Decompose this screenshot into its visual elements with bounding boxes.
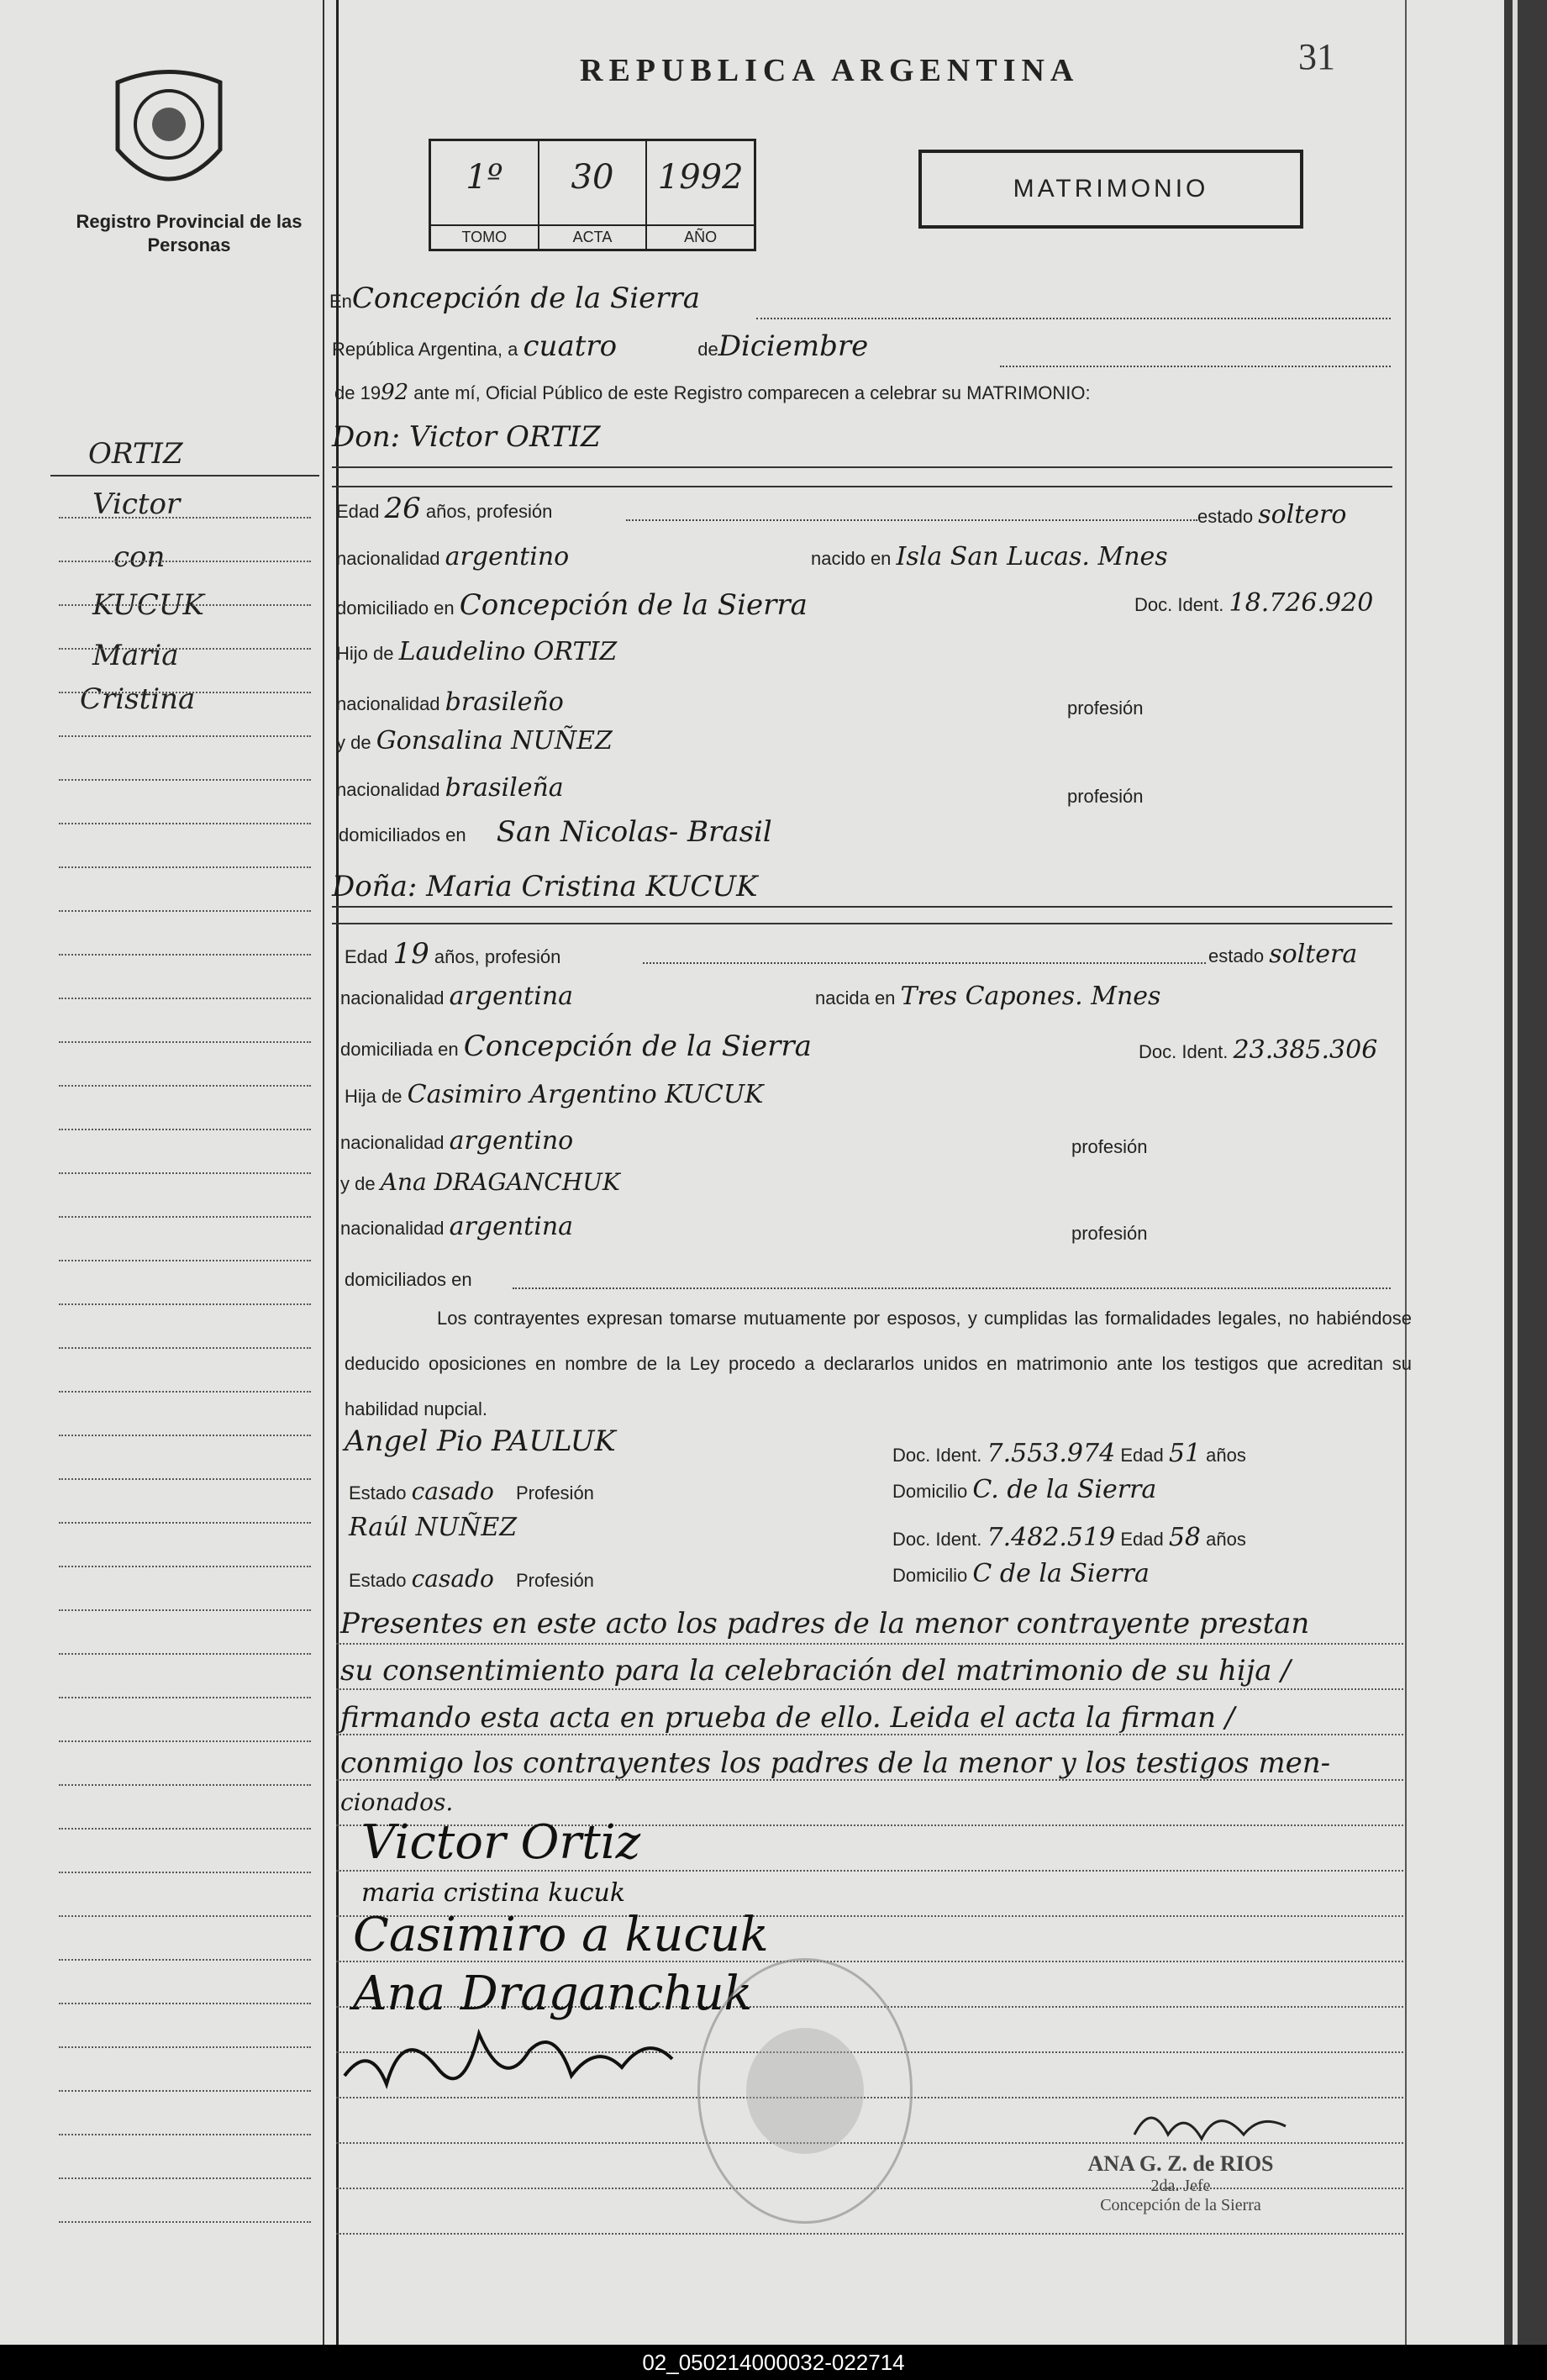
edad-label: Edad <box>345 946 388 967</box>
dotted-line <box>1000 366 1391 367</box>
estado-label: Estado <box>349 1570 407 1591</box>
witness1-estado: casado <box>411 1477 494 1505</box>
witness2-domicilio: C de la Sierra <box>972 1559 1150 1588</box>
domiciliada-label: domiciliada en <box>340 1039 459 1060</box>
witness1-domicilio: C. de la Sierra <box>972 1475 1157 1504</box>
tomo-value: 1º <box>466 158 503 197</box>
groom-estado: soltero <box>1258 500 1347 529</box>
profesion-label: años, profesión <box>425 501 553 522</box>
en-label: En <box>329 291 352 312</box>
groom-mother: Gonsalina NUÑEZ <box>376 726 613 756</box>
bride-nac-line <box>340 982 573 1011</box>
domiciliados-label: domiciliados en <box>339 824 466 845</box>
margin-ruling <box>59 2003 311 2004</box>
observation-line: su consentimiento para la celebración del matrimonio de su hija / <box>340 1654 1291 1688</box>
margin-note: Victor <box>92 487 181 521</box>
witness2-dom-line <box>892 1559 1150 1588</box>
official-stamp <box>697 1958 913 2224</box>
bride-birthplace: Tres Capones. Mnes <box>900 982 1161 1011</box>
bride-doc: 23.385.306 <box>1233 1035 1378 1065</box>
margin-ruling <box>59 1872 311 1873</box>
right-rule <box>1405 0 1407 2345</box>
margin-ruling <box>59 1609 311 1611</box>
witness1-doc-line <box>892 1439 1246 1468</box>
tomo-label: TOMO <box>431 224 538 249</box>
profesion-label: años, profesión <box>434 946 561 967</box>
hija-label: Hija de <box>345 1086 403 1107</box>
acta-value: 30 <box>571 158 614 197</box>
observation-ruling <box>336 2233 1403 2235</box>
declaration-text: Los contrayentes expresan tomarse mutuamente por esposos, y cumplidas las formalidades legales, no habiéndose deducido oposiciones en nombre de la Ley procedo a declararlos unidos en matrimonio ante los testigos que acreditan su habilidad nupcial. <box>345 1308 1412 1419</box>
binder-strip <box>1513 0 1518 2345</box>
margin-ruling <box>59 1566 311 1567</box>
bride-doc-line <box>1139 1035 1377 1065</box>
witness1-name: Angel Pio PAULUK <box>345 1424 616 1458</box>
groom-nac-line <box>336 542 569 571</box>
groom-mother-nac-line <box>336 773 564 803</box>
margin-ruling <box>59 1697 311 1698</box>
signature: Victor Ortiz <box>361 1815 641 1870</box>
official-block <box>1067 2101 1294 2215</box>
witness2-doc-line <box>892 1523 1246 1552</box>
witness2-doc: 7.482.519 <box>987 1523 1116 1552</box>
bride-father: Casimiro Argentino KUCUK <box>407 1080 764 1109</box>
republica-label: República Argentina, a <box>332 339 518 360</box>
margin-ruling <box>59 604 311 606</box>
day-value: cuatro <box>523 329 618 363</box>
observation-line: conmigo los contrayentes los padres de la menor y los testigos men- <box>340 1746 1331 1780</box>
nacionalidad-label: nacionalidad <box>336 548 440 569</box>
nacida-label: nacida en <box>815 987 896 1008</box>
groom-section-rule <box>332 486 1392 487</box>
witness1-doc: 7.553.974 <box>987 1439 1116 1468</box>
dotted-line <box>513 1287 1391 1289</box>
bride-father-line <box>345 1080 764 1109</box>
official-place: Concepción de la Sierra <box>1100 2196 1261 2214</box>
groom-father-nac: brasileño <box>445 687 564 717</box>
edad-label: Edad <box>336 501 380 522</box>
margin-ruling <box>59 954 311 956</box>
groom-doc-line <box>1134 588 1373 618</box>
doc-label: Doc. Ident. <box>1139 1041 1229 1062</box>
margin-note: Cristina <box>80 682 196 716</box>
margin-ruling <box>59 1041 311 1043</box>
margin-ruling <box>59 1653 311 1655</box>
binder-edge <box>1504 0 1547 2345</box>
date-line <box>332 329 868 363</box>
margin-rule <box>323 0 324 2345</box>
margin-note: Maria <box>92 639 179 672</box>
bride-mother-nac-line <box>340 1212 573 1241</box>
de-label: de <box>697 339 718 360</box>
groom-age: 26 <box>384 492 421 525</box>
profesion-label: profesión <box>1067 786 1144 807</box>
margin-ruling <box>59 779 311 781</box>
witness2-estado: casado <box>411 1565 494 1593</box>
margin-note: ORTIZ <box>88 437 183 471</box>
margin-ruling <box>59 1478 311 1480</box>
groom-birth-line <box>811 542 1168 571</box>
estado-label: Estado <box>349 1482 407 1503</box>
bride-mother-nac: argentina <box>449 1212 574 1241</box>
margin-ruling <box>59 2046 311 2048</box>
groom-dom-line <box>336 588 808 622</box>
yde-label: y de <box>336 732 371 753</box>
witness-signatures-scribble <box>336 2009 689 2109</box>
margin-ruling <box>59 1522 311 1524</box>
country-title: REPUBLICA ARGENTINA <box>580 53 1080 88</box>
margin-ruling <box>59 1391 311 1393</box>
anos-label: años <box>1206 1445 1246 1466</box>
anos-label: años <box>1206 1529 1246 1550</box>
margin-ruling <box>59 1784 311 1786</box>
official-role: 2da. Jefe <box>1150 2177 1211 2195</box>
dotted-line <box>626 519 1197 521</box>
groom-parents-domicilio: San Nicolas- Brasil <box>496 815 772 849</box>
profesion-label: profesión <box>1067 698 1144 719</box>
de19-label: de 19 <box>334 382 381 403</box>
margin-ruling <box>59 2177 311 2179</box>
intro-text: ante mí, Oficial Público de este Registro comparecen a celebrar su MATRIMONIO: <box>413 382 1091 403</box>
profesion-label: profesión <box>1071 1223 1148 1244</box>
groom-name: Don: Victor ORTIZ <box>332 420 601 454</box>
intro-line <box>334 380 1091 405</box>
month-value: Diciembre <box>718 329 869 363</box>
margin-ruling <box>59 1347 311 1349</box>
groom-domicilio: Concepción de la Sierra <box>459 588 808 622</box>
margin-ruling <box>59 648 311 650</box>
bride-age-line <box>345 937 560 971</box>
signature: maria cristina kucuk <box>361 1878 626 1908</box>
margin-ruling <box>59 517 311 519</box>
margin-ruling <box>59 1915 311 1917</box>
ano-label: AÑO <box>647 224 754 249</box>
margin-ruling <box>59 1085 311 1087</box>
domiciliado-label: domiciliado en <box>336 598 455 619</box>
doc-label: Doc. Ident. <box>892 1529 982 1550</box>
bride-estado-line <box>1208 940 1357 969</box>
signature: Casimiro a kucuk <box>353 1908 769 1962</box>
groom-nacionalidad: argentino <box>445 542 570 571</box>
margin-ruling <box>59 561 311 562</box>
register-box <box>429 139 756 251</box>
doc-label: Doc. Ident. <box>892 1445 982 1466</box>
profesion-label: profesión <box>1071 1136 1148 1157</box>
witness1-dom-line <box>892 1475 1156 1504</box>
signature: Ana Draganchuk <box>353 1967 753 2021</box>
bride-domicilio: Concepción de la Sierra <box>463 1029 812 1063</box>
place-line <box>329 282 700 315</box>
ano-cell <box>647 141 754 249</box>
margin-ruling <box>59 735 311 737</box>
bride-birth-line <box>815 982 1160 1011</box>
ano-value: 1992 <box>657 158 744 197</box>
witness1-age: 51 <box>1168 1439 1202 1468</box>
profesion-label: Profesión <box>515 1570 594 1591</box>
margin-ruling <box>59 2221 311 2223</box>
acta-label: ACTA <box>539 224 646 249</box>
groom-father-nac-line <box>336 687 564 717</box>
bride-mother: Ana DRAGANCHUK <box>380 1168 620 1196</box>
registry-seal-icon <box>109 66 229 202</box>
bride-name: Doña: Maria Cristina KUCUK <box>332 870 758 903</box>
margin-ruling <box>59 2090 311 2092</box>
domicilio-label: Domicilio <box>892 1481 968 1502</box>
observation-line: firmando esta acta en prueba de ello. Leida el acta la firman / <box>340 1701 1235 1735</box>
margin-ruling <box>59 1172 311 1174</box>
dotted-line <box>756 318 1391 319</box>
groom-estado-line <box>1197 500 1346 529</box>
margin-ruling <box>59 1129 311 1130</box>
edad-label: Edad <box>1120 1445 1164 1466</box>
groom-birthplace: Isla San Lucas. Mnes <box>896 542 1168 571</box>
observation-ruling <box>336 1643 1403 1645</box>
bride-age: 19 <box>392 937 429 971</box>
year-value: 92 <box>381 380 409 405</box>
doc-label: Doc. Ident. <box>1134 594 1224 615</box>
estado-label: estado <box>1197 506 1254 527</box>
margin-rule-line <box>50 475 319 477</box>
bride-parents-dom-label: domiciliados en <box>345 1269 472 1290</box>
bride-dom-line <box>340 1029 812 1063</box>
witness2-estado-line <box>349 1565 594 1593</box>
observation-ruling <box>336 1870 1403 1872</box>
nacionalidad-label: nacionalidad <box>340 987 445 1008</box>
observation-line: cionados. <box>340 1788 454 1816</box>
document-type-box: MATRIMONIO <box>918 150 1303 229</box>
official-signature-scribble <box>1126 2101 1294 2151</box>
witness2-age: 58 <box>1168 1523 1202 1552</box>
margin-ruling <box>59 2134 311 2135</box>
bride-mother-line <box>340 1168 620 1196</box>
margin-ruling <box>59 998 311 999</box>
estado-label: estado <box>1208 945 1265 966</box>
margin-ruling <box>59 1260 311 1261</box>
nacionalidad-label: nacionalidad <box>340 1132 445 1153</box>
dotted-line <box>643 962 1206 964</box>
groom-father: Laudelino ORTIZ <box>398 637 618 666</box>
nacionalidad-label: nacionalidad <box>336 693 440 714</box>
bride-father-nac-line <box>340 1126 573 1156</box>
bride-father-nac: argentino <box>449 1126 574 1156</box>
bride-estado: soltera <box>1269 940 1358 969</box>
groom-mother-nac: brasileña <box>445 773 564 803</box>
bride-section-rule <box>332 923 1392 924</box>
margin-ruling <box>59 692 311 693</box>
nacionalidad-label: nacionalidad <box>340 1218 445 1239</box>
observation-line: Presentes en este acto los padres de la menor contrayente prestan <box>340 1607 1310 1640</box>
groom-parents-dom-line <box>339 815 772 849</box>
page-number: 31 <box>1298 36 1335 77</box>
margin-ruling <box>59 1740 311 1742</box>
hijo-label: Hijo de <box>336 643 394 664</box>
file-id-bar: 02_050214000032-022714 <box>0 2345 1547 2380</box>
profesion-label: Profesión <box>515 1482 594 1503</box>
acta-cell <box>539 141 648 249</box>
groom-age-line <box>336 492 552 525</box>
bride-nacionalidad: argentina <box>449 982 574 1011</box>
groom-mother-line <box>336 726 613 756</box>
groom-father-line <box>336 637 617 666</box>
groom-doc: 18.726.920 <box>1229 588 1374 618</box>
margin-ruling <box>59 1828 311 1830</box>
nacionalidad-label: nacionalidad <box>336 779 440 800</box>
margin-ruling <box>59 1216 311 1218</box>
margin-ruling <box>59 1959 311 1961</box>
official-name: ANA G. Z. de RIOS <box>1087 2151 1274 2176</box>
edad-label: Edad <box>1120 1529 1164 1550</box>
nacido-label: nacido en <box>811 548 892 569</box>
margin-ruling <box>59 866 311 868</box>
observation-ruling <box>336 1688 1403 1690</box>
margin-ruling <box>59 823 311 824</box>
margin-note: KUCUK <box>92 588 204 622</box>
tomo-cell <box>431 141 539 249</box>
yde-label: y de <box>340 1173 376 1194</box>
domicilio-label: Domicilio <box>892 1565 968 1586</box>
registry-name: Registro Provincial de las Personas <box>76 211 303 255</box>
witness1-estado-line <box>349 1477 594 1505</box>
margin-ruling <box>59 1303 311 1305</box>
groom-name-rule <box>332 466 1392 468</box>
place-value: Concepción de la Sierra <box>351 282 701 315</box>
bride-name-rule <box>332 906 1392 908</box>
margin-ruling <box>59 910 311 912</box>
margin-ruling <box>59 1435 311 1436</box>
witness2-name: Raúl NUÑEZ <box>349 1513 518 1542</box>
margin-note: con <box>113 540 166 574</box>
